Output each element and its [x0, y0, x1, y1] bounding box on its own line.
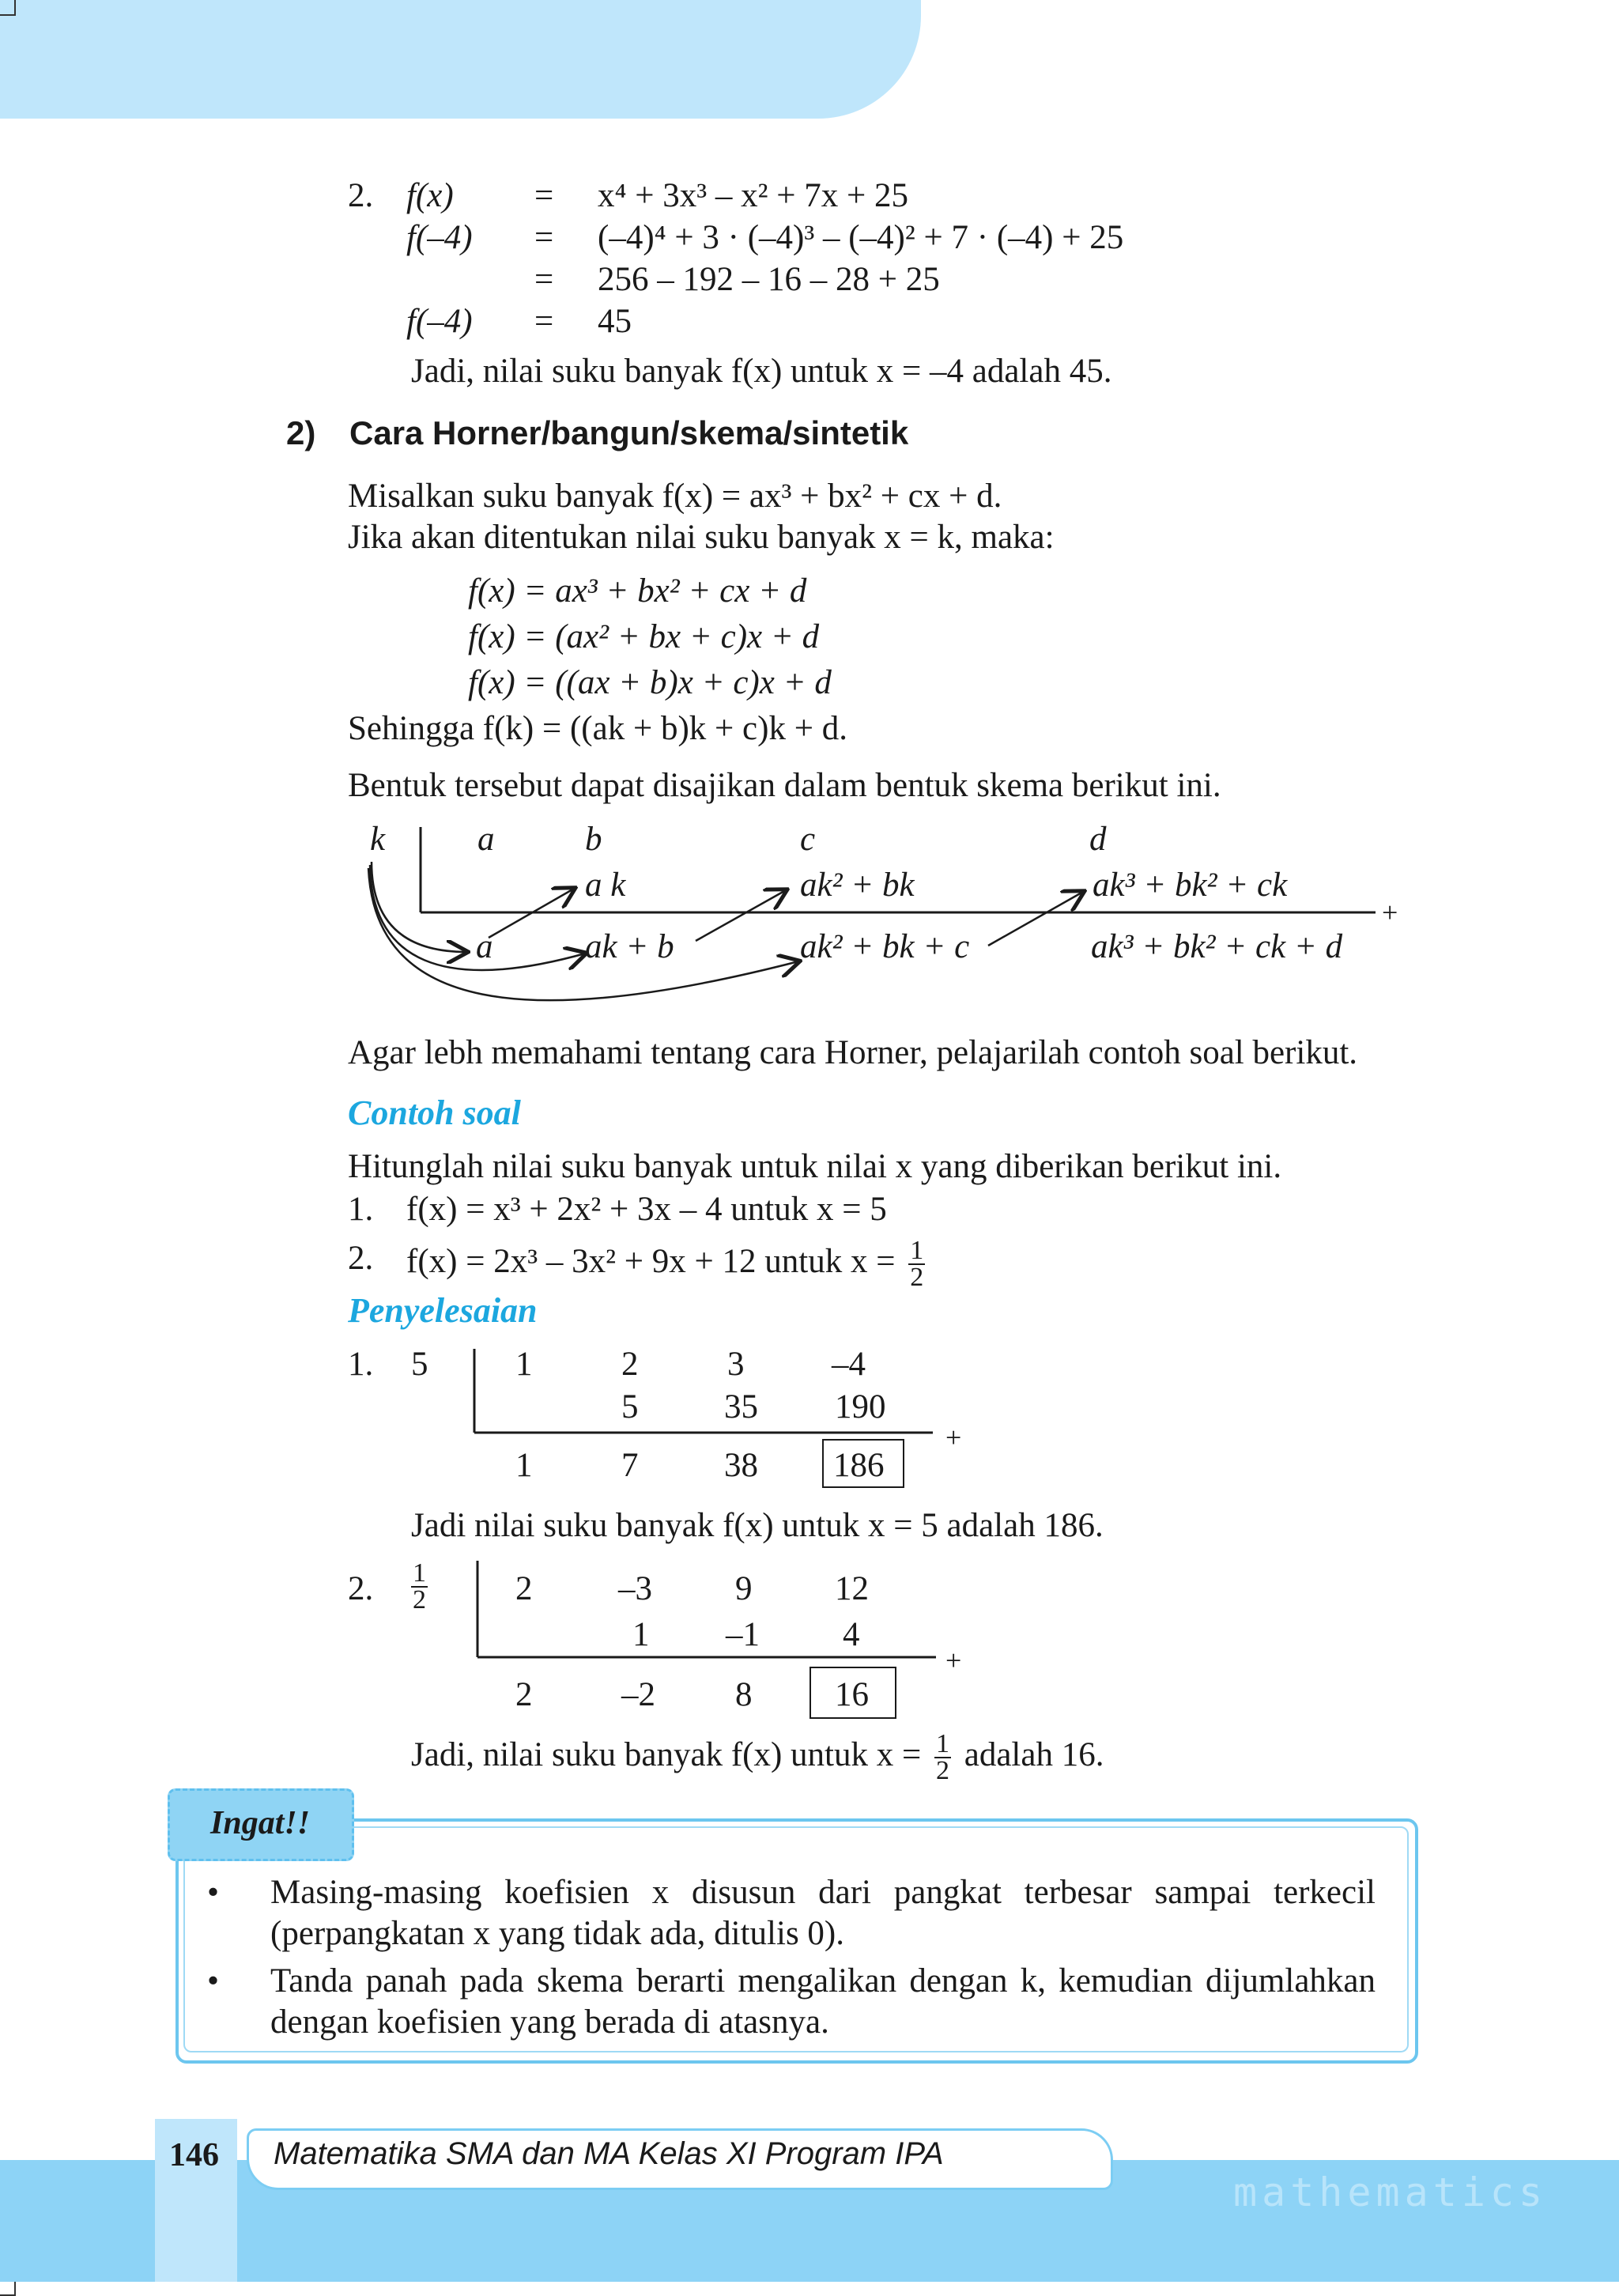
example-number: 2. [348, 177, 374, 214]
scheme-k: k [370, 821, 386, 858]
intro-line-1: Misalkan suku banyak f(x) = ax³ + bx² + cx + d. [348, 478, 1002, 515]
scheme-lines-and-arrows [348, 819, 1423, 1025]
ingat-item-line: (perpangkatan x yang tidak ada, ditulis 0). [270, 1915, 845, 1952]
scheme-cell: a [477, 821, 495, 858]
section-number: 2) [286, 414, 316, 451]
example-2-conclusion: Jadi, nilai suku banyak f(x) untuk x = –4 adalah 45. [411, 353, 1112, 390]
table-plus: + [945, 1645, 962, 1676]
lhs: f(x) [406, 177, 454, 214]
rhs: x⁴ + 3x³ – x² + 7x + 25 [598, 177, 909, 214]
derivation-line: f(x) = ((ax + b)x + c)x + d [468, 664, 832, 701]
rhs: (–4)⁴ + 3 · (–4)³ – (–4)² + 7 · (–4) + 25 [598, 219, 1124, 256]
penyelesaian-heading: Penyelesaian [348, 1291, 538, 1330]
table-cell: –4 [832, 1346, 866, 1383]
scheme-cell: ak³ + bk² + ck [1093, 867, 1288, 904]
ingat-item-line: Masing-masing koefisien x disusun dari pangkat terbesar sampai terkecil [270, 1874, 1376, 1911]
table-cell-result: 186 [833, 1447, 885, 1484]
fraction-denominator: 2 [936, 1756, 950, 1785]
table-cell: 38 [724, 1447, 758, 1484]
fraction-denominator: 2 [910, 1263, 924, 1292]
solution-1-conclusion: Jadi nilai suku banyak f(x) untuk x = 5 adalah 186. [411, 1507, 1104, 1544]
table-cell: –2 [621, 1676, 655, 1713]
table-cell: –3 [618, 1570, 652, 1607]
conclusion-text: Jadi, nilai suku banyak f(x) untuk x = [411, 1735, 922, 1773]
scheme-cell: ak² + bk + c [800, 928, 970, 965]
derivation-line: f(x) = (ax² + bx + c)x + d [468, 618, 820, 655]
scheme-cell: b [585, 821, 602, 858]
fraction [934, 1731, 951, 1784]
table-cell: 2 [515, 1570, 533, 1607]
fraction [411, 1558, 428, 1614]
watermark: mathematics [1233, 2169, 1548, 2215]
table-cell: 2 [515, 1676, 533, 1713]
ingat-label: Ingat!! [210, 1805, 311, 1841]
scheme-cell: d [1089, 821, 1107, 858]
table-cell: 8 [735, 1676, 753, 1713]
book-title: Matematika SMA dan MA Kelas XI Program IPA [274, 2136, 944, 2171]
scheme-cell: a k [585, 867, 626, 904]
table-cell: 12 [835, 1570, 869, 1607]
scheme-plus: + [1382, 897, 1398, 928]
table-cell: 35 [724, 1388, 758, 1426]
equals: = [534, 177, 554, 214]
table-cell: 1 [515, 1447, 533, 1484]
scheme-cell: ak + b [585, 928, 674, 965]
lhs: f(–4) [406, 219, 473, 256]
horner-intro: Agar lebh memahami tentang cara Horner, pelajarilah contoh soal berikut. [348, 1034, 1358, 1071]
intro-line-2: Jika akan ditentukan nilai suku banyak x = k, maka: [348, 519, 1055, 556]
crop-mark [0, 0, 16, 16]
horner-k: 5 [411, 1346, 428, 1383]
table-cell: –1 [726, 1616, 760, 1653]
table-cell: 4 [843, 1616, 860, 1653]
derivation-line: f(x) = ax³ + bx² + cx + d [468, 572, 807, 610]
fraction-numerator: 1 [413, 1558, 426, 1588]
table-cell-result: 16 [835, 1676, 869, 1713]
solution-number: 1. [348, 1346, 374, 1383]
equals: = [534, 261, 554, 298]
scheme-cell: a [476, 928, 493, 965]
scheme-cell: ak³ + bk² + ck + d [1091, 928, 1343, 965]
conclusion-text: adalah 16. [964, 1735, 1104, 1773]
equals: = [534, 303, 554, 340]
solution-2-conclusion [411, 1731, 1104, 1784]
ingat-item-line: dengan koefisien yang berada di atasnya. [270, 2003, 829, 2041]
top-decorative-band [0, 0, 921, 119]
table-cell: 3 [727, 1346, 745, 1383]
rhs: 256 – 192 – 16 – 28 + 25 [598, 261, 940, 298]
table-cell: 2 [621, 1346, 639, 1383]
table-cell: 190 [835, 1388, 886, 1426]
fraction-denominator: 2 [413, 1585, 426, 1614]
problem-text: f(x) = x³ + 2x² + 3x – 4 untuk x = 5 [406, 1191, 887, 1228]
table-cell: 7 [621, 1447, 639, 1484]
table-cell: 9 [735, 1570, 753, 1607]
table-cell: 1 [515, 1346, 533, 1383]
rhs: 45 [598, 303, 632, 340]
scheme-intro: Bentuk tersebut dapat disajikan dalam bentuk skema berikut ini. [348, 767, 1221, 804]
table-cell: 1 [632, 1616, 650, 1653]
scheme-cell: c [800, 821, 816, 858]
sehingga-line: Sehingga f(k) = ((ak + b)k + c)k + d. [348, 710, 847, 747]
table-cell: 5 [621, 1388, 639, 1426]
section-title: Cara Horner/bangun/skema/sintetik [349, 414, 909, 451]
fraction [908, 1238, 925, 1290]
bullet: • [207, 1874, 220, 1911]
equals: = [534, 219, 554, 256]
table-plus: + [945, 1422, 962, 1453]
horner-k-fraction [411, 1558, 428, 1614]
solution-number: 2. [348, 1570, 374, 1607]
problem-2 [406, 1238, 930, 1290]
bullet: • [207, 1962, 220, 2000]
contoh-soal-heading: Contoh soal [348, 1093, 521, 1132]
problem-text: f(x) = 2x³ – 3x² + 9x + 12 untuk x = [406, 1242, 896, 1280]
lhs: f(–4) [406, 303, 473, 340]
problem-intro: Hitunglah nilai suku banyak untuk nilai x yang diberikan berikut ini. [348, 1148, 1282, 1185]
ingat-item-line: Tanda panah pada skema berarti mengalikan dengan k, kemudian dijumlahkan [270, 1962, 1376, 2000]
problem-number: 2. [348, 1240, 374, 1277]
page-number: 146 [169, 2137, 219, 2173]
fraction-numerator: 1 [910, 1236, 924, 1265]
fraction-numerator: 1 [936, 1729, 950, 1758]
scheme-cell: ak² + bk [800, 867, 915, 904]
problem-number: 1. [348, 1191, 374, 1228]
